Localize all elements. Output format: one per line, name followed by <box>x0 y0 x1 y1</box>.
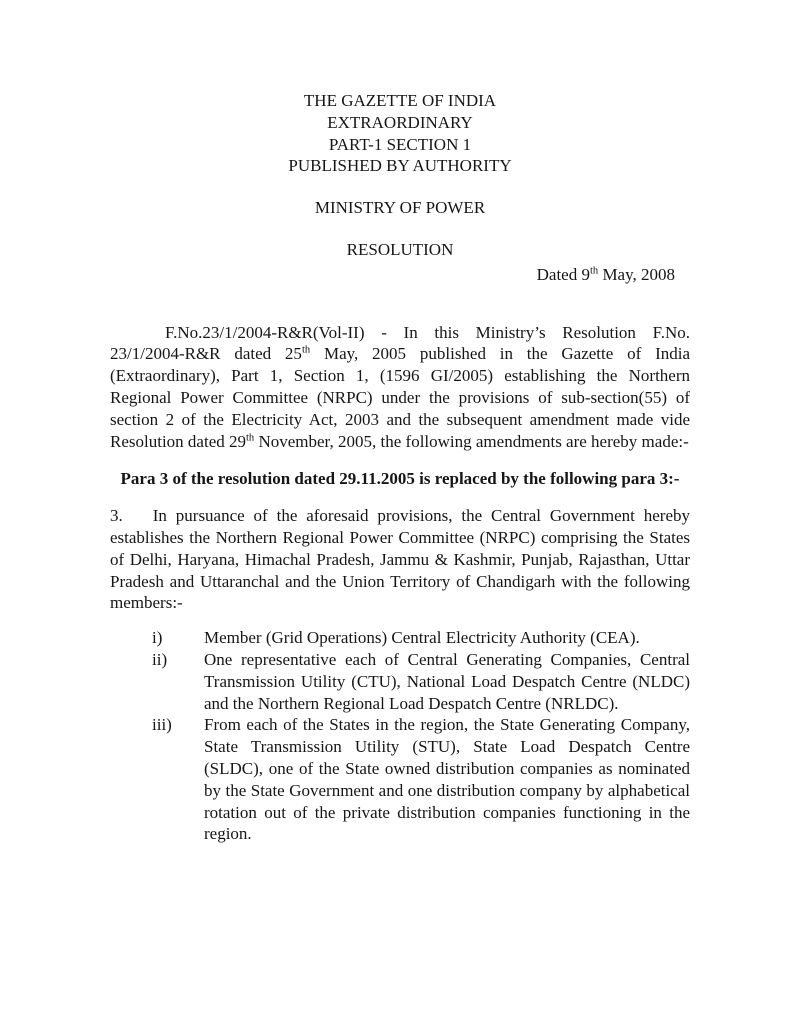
list-item-marker: iii) <box>152 715 172 735</box>
gazette-title: THE GAZETTE OF INDIA <box>303 91 497 110</box>
date-line: Dated 9th May, 2008 <box>536 264 675 284</box>
list-item-marker: i) <box>152 628 163 648</box>
members-list <box>110 627 690 845</box>
list-item-marker: ii) <box>152 649 168 669</box>
ministry-heading: MINISTRY OF POWER <box>314 198 486 218</box>
list-item-text: From each of the States in the region, the State Generating Company, State Transmission Utility (STU), State Load Despatch Centre (SLDC), one of the State owned distribution companies as nominated by the State Government and one distribution company by alphabetical rotation out of the private distribution companies functioning in the region. <box>204 715 690 844</box>
list-item-text: Member (Grid Operations) Central Electricity Authority (CEA). <box>204 628 640 648</box>
para-3 <box>110 505 690 614</box>
opening-paragraph: F.No.23/1/2004-R&R(Vol-II) - In this Ministry’s Resolution F.No. 23/1/2004-R&R dated 25th May, 2005 published in the Gazette of India (Extraordinary), Part 1, Section 1, (1596 GI/2005) establishing the Northern Regional Power Committee (NRPC) under the provisions of sub-section(55) of section 2 of the Electricity Act, 2003 and the subsequent amendment made vide Resolution dated 29th November, 2005, the following amendments are hereby made:- <box>110 322 690 451</box>
para-3-number: 3. <box>110 506 123 526</box>
list-item <box>152 627 690 649</box>
list-item <box>152 649 690 714</box>
gazette-authority: PUBLISHED BY AUTHORITY <box>288 156 512 176</box>
gazette-part-section: PART-1 SECTION 1 <box>328 134 472 154</box>
gazette-extraordinary: EXTRAORDINARY <box>327 112 473 132</box>
list-item <box>152 714 690 845</box>
amendment-heading: Para 3 of the resolution dated 29.11.2005 is replaced by the following para 3:- <box>120 469 680 489</box>
list-item-text: One representative each of Central Generating Companies, Central Transmission Utility (CTU), National Load Despatch Centre (NLDC) and the Northern Regional Load Despatch Centre (NRLDC). <box>204 649 690 713</box>
resolution-heading: RESOLUTION <box>346 239 454 259</box>
gazette-header <box>110 90 690 177</box>
para-3-text: In pursuance of the aforesaid provisions, the Central Government hereby establishes the Northern Regional Power Committee (NRPC) comprising the States of Delhi, Haryana, Himachal Pradesh, Jammu & Kashmir, Punjab, Rajasthan, Uttar Pradesh and Uttaranchal and the Union Territory of Chandigarh with the following members:- <box>110 506 690 613</box>
